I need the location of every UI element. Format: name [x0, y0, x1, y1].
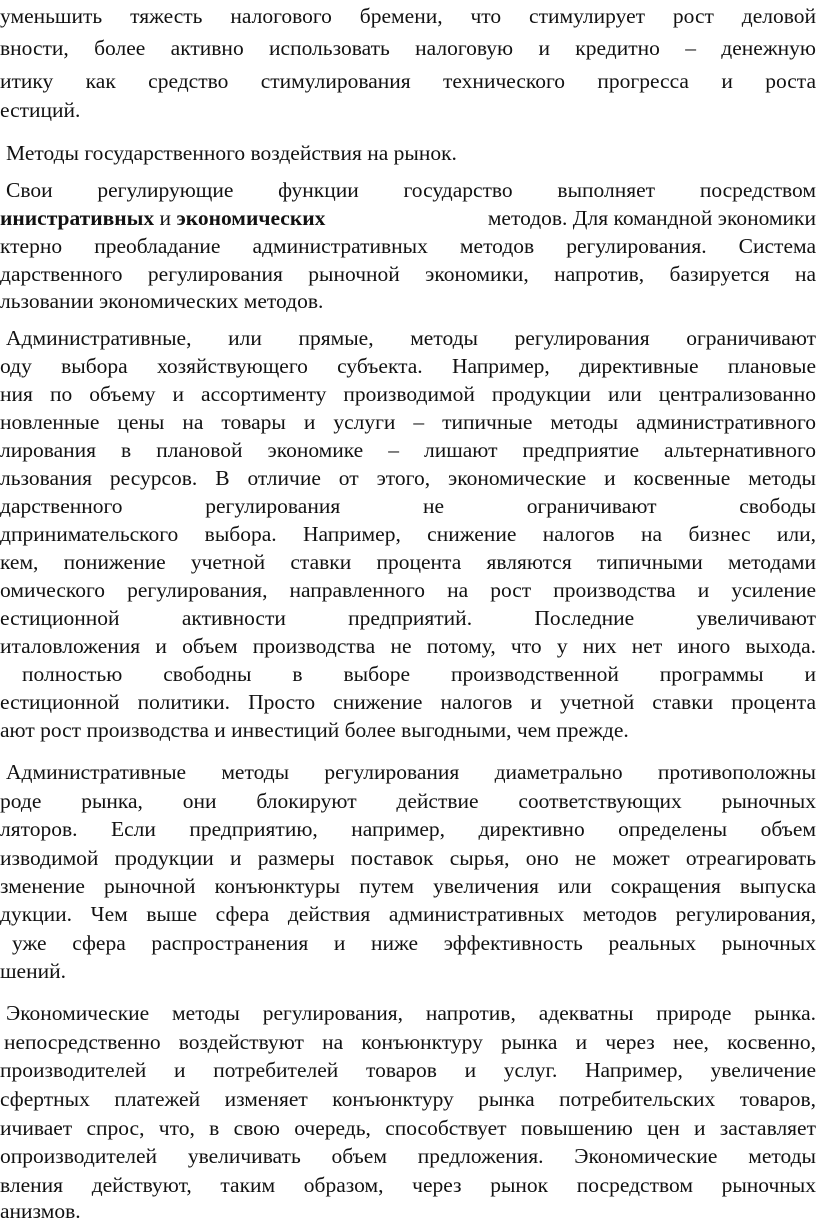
text-line: Административные, или прямые, методы регулирования ограничивают: [6, 326, 816, 350]
text-line: роде рынка, они блокируют действие соответствующих рыночных: [0, 789, 816, 813]
text-line: ают рост производства и инвестиций более выгодными, чем прежде.: [0, 718, 629, 742]
text-line: естиционной политики. Просто снижение налогов и учетной ставки процента: [0, 690, 816, 714]
text-line: уже сфера распространения и ниже эффективность реальных рыночных: [12, 931, 816, 955]
text-line: ния по объему и ассортименту производимой продукции или централизованно: [0, 382, 816, 406]
bold-term: экономических: [176, 206, 326, 230]
text-line: итику как средство стимулирования технического прогресса и роста: [0, 69, 816, 93]
text-line: шений.: [0, 959, 66, 983]
text-line: лирования в плановой экономике – лишают предприятие альтернативного: [0, 438, 816, 462]
text-line: льзования ресурсов. В отличие от этого, экономические и косвенные методы: [0, 466, 816, 490]
text-line: опроизводителей увеличивать объем предложения. Экономические методы: [0, 1144, 816, 1168]
text-line: вления действуют, таким образом, через рынок посредством рыночных: [0, 1173, 816, 1197]
text-line: дарственного регулирования рыночной экономики, напротив, базируется на: [0, 262, 816, 286]
text-line: ичивает спрос, что, в свою очередь, способствует повышению цен и заставляет: [0, 1116, 816, 1140]
text-line: уменьшить тяжесть налогового бремени, что стимулирует рост деловой: [0, 4, 816, 28]
text-line: омического регулирования, направленного на рост производства и усиление: [0, 578, 816, 602]
text-line: дпринимательского выбора. Например, снижение налогов на бизнес или,: [0, 522, 816, 546]
text-line-with-bold: [0, 203, 816, 234]
text-line: новленные цены на товары и услуги – типичные методы административного: [0, 410, 816, 434]
section-heading: Методы государственного воздействия на рынок.: [6, 141, 457, 165]
text-fragment: методов. Для командной экономики: [487, 206, 816, 230]
text-line: италовложения и объем производства не потому, что у них нет иного выхода.: [0, 634, 816, 658]
text-line: дарственного регулирования не ограничивают свободы: [0, 494, 816, 518]
text-line: Административные методы регулирования диаметрально противоположны: [6, 760, 816, 784]
text-line: изводимой продукции и размеры поставок сырья, оно не может отреагировать: [0, 846, 816, 870]
text-line: кем, понижение учетной ставки процента являются типичными методами: [0, 550, 816, 574]
text-line: Свои регулирующие функции государство выполняет посредством: [6, 178, 816, 202]
text-line: естиционной активности предприятий. Последние увеличивают: [0, 606, 816, 630]
conjunction: и: [154, 206, 177, 230]
text-line: льзовании экономических методов.: [0, 289, 324, 313]
text-line: дукции. Чем выше сфера действия административных методов регулирования,: [0, 902, 816, 926]
text-line: полностью свободны в выборе производственной программы и: [22, 662, 816, 686]
text-line: сфертных платежей изменяет конъюнктуру рынка потребительских товаров,: [0, 1087, 816, 1111]
text-line: Экономические методы регулирования, напротив, адекватны природе рынка.: [6, 1001, 816, 1025]
text-line: зменение рыночной конъюнктуры путем увеличения или сокращения выпуска: [0, 874, 816, 898]
text-line: ктерно преобладание административных методов регулирования. Система: [0, 234, 816, 258]
text-line: анизмов.: [0, 1199, 81, 1223]
bold-term: инистративных: [0, 206, 155, 230]
text-line: оду выбора хозяйствующего субъекта. Например, директивные плановые: [0, 354, 816, 378]
text-line: производителей и потребителей товаров и услуг. Например, увеличение: [0, 1058, 816, 1082]
text-line: вности, более активно использовать налоговую и кредитно – денежную: [0, 36, 816, 60]
text-line: естиций.: [0, 98, 81, 122]
text-line: непосредственно воздействуют на конъюнктуру рынка и через нее, косвенно,: [4, 1030, 816, 1054]
text-line: ляторов. Если предприятию, например, директивно определены объем: [0, 817, 816, 841]
